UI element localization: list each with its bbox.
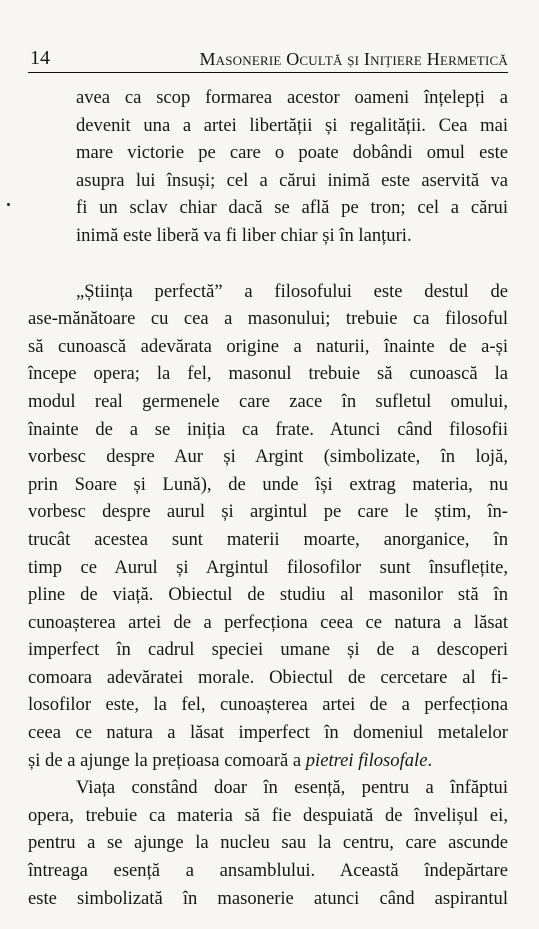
- text-line: prin Soare și Lună), de unde își extrag materia, nu: [28, 473, 508, 495]
- text-line: pline de viață. Obiectul de studiu al masonilor stă în: [28, 584, 508, 606]
- text-run: .: [427, 749, 433, 771]
- text-line: vorbesc despre aurul și argintul pe care le știm, în-: [28, 501, 508, 523]
- paragraph: [28, 774, 508, 912]
- margin-mark: [7, 203, 10, 206]
- body-text: [28, 84, 508, 912]
- page-number: 14: [30, 47, 50, 69]
- text-line: pentru a se ajunge la nucleu sau la centru, care ascunde: [28, 832, 508, 854]
- text-line: losofilor este, la fel, cunoașterea artei de a perfecționa: [28, 694, 508, 716]
- text-line: comoara adevăratei morale. Obiectul de cercetare al fi-: [28, 666, 508, 688]
- italic-term: pietrei filosofale: [305, 749, 428, 771]
- text-line: devenit una a artei libertății și regalității. Cea mai: [76, 114, 508, 136]
- text-line: timp ce Aurul și Argintul filosofilor sunt însuflețite,: [28, 556, 508, 578]
- text-line: cunoașterea artei de a perfecționa ceea ce natura a lăsat: [28, 611, 508, 633]
- text-line: să cunoască adevărata origine a naturii, înainte de a-și: [28, 335, 508, 357]
- text-line: opera, trebuie ca materia să fie despuiată de învelișul ei,: [28, 804, 508, 826]
- text-line: ase-mănătoare cu cea a masonului; trebuie ca filosoful: [28, 308, 508, 330]
- text-line: asupra lui însuși; cel a cărui inimă este aservită va: [76, 169, 508, 191]
- paragraph: [28, 278, 508, 775]
- text-line: ceea ce natura a lăsat imperfect în domeniul metalelor: [28, 722, 508, 744]
- text-line: înainte de a se iniția ca frate. Atunci când filosofii: [28, 418, 508, 440]
- text-run: și de a ajunge la prețioasa comoară a: [28, 749, 306, 771]
- text-line: este simbolizată în masonerie atunci când aspirantul: [28, 887, 508, 909]
- text-line: începe opera; la fel, masonul trebuie să cunoască la: [28, 363, 508, 385]
- text-line: trucât acestea sunt materii moarte, anorganice, în: [28, 528, 508, 550]
- text-line: fi un sclav chiar dacă se află pe tron; cel a cărui: [76, 197, 508, 219]
- text-line: Viața constând doar în esență, pentru a înfăptui: [76, 777, 508, 799]
- text-line-last: [28, 747, 508, 775]
- page-header: [28, 46, 508, 73]
- text-line: vorbesc despre Aur și Argint (simbolizate, în lojă,: [28, 446, 508, 468]
- text-line: mare victorie pe care o poate dobândi omul este: [76, 142, 508, 164]
- text-line: întreaga esență a ansamblului. Această îndepărtare: [28, 860, 508, 882]
- running-title: Masonerie Ocultă și Inițiere Hermetică: [199, 49, 508, 69]
- paragraph: [28, 84, 508, 250]
- text-line: imperfect în cadrul speciei umane și de a descoperi: [28, 639, 508, 661]
- text-line: inimă este liberă va fi liber chiar și în lanțuri.: [76, 224, 412, 246]
- text-line: avea ca scop formarea acestor oameni înțelepți a: [76, 87, 508, 108]
- text-line: „Știința perfectă” a filosofului este destul de: [76, 280, 508, 302]
- text-line: modul real germenele care zace în sufletul omului,: [28, 390, 508, 412]
